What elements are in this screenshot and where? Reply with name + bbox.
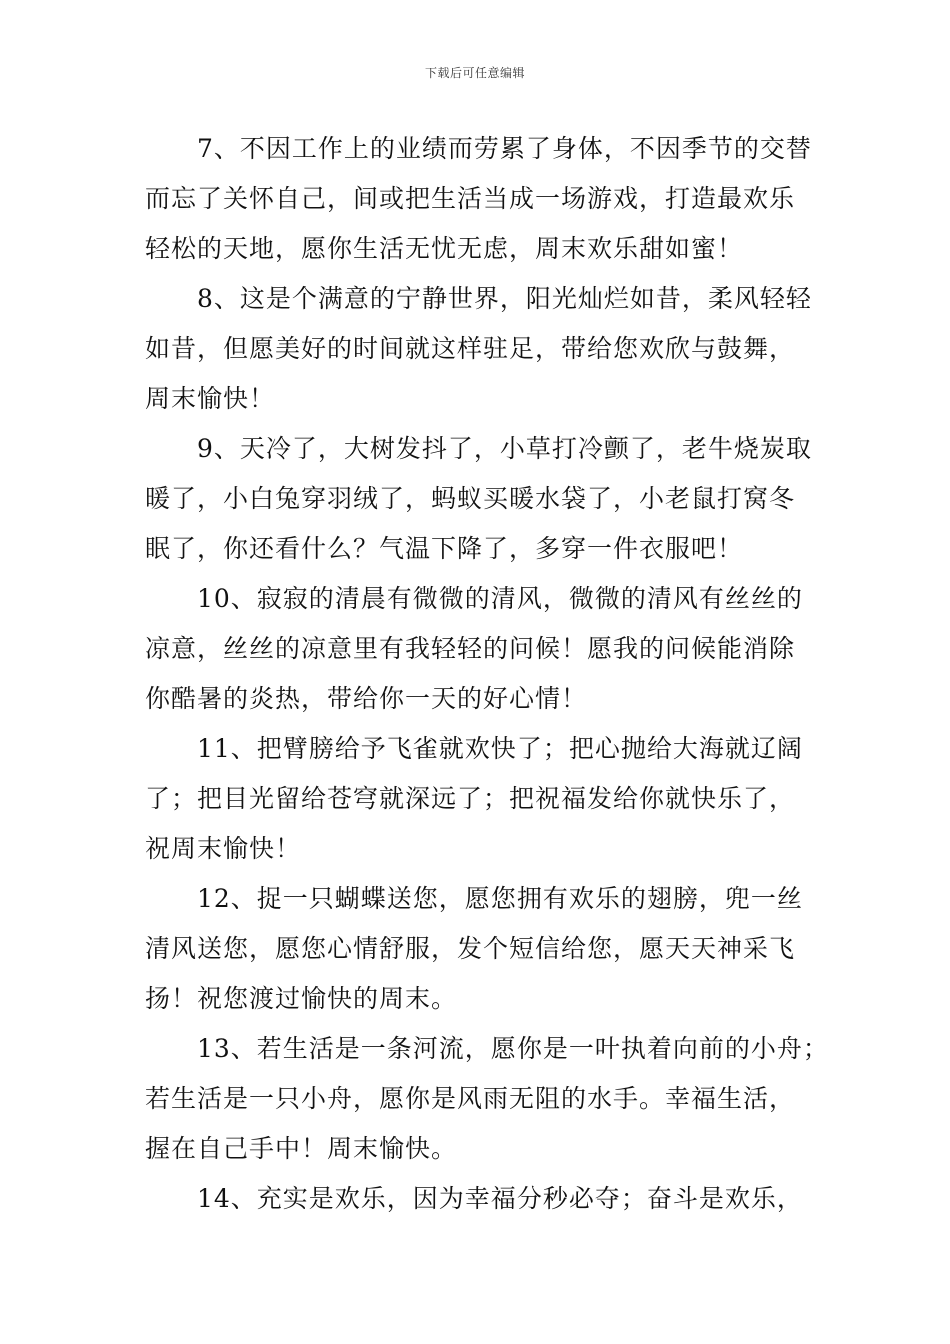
paragraph-line: 握在自己手中！周末愉快。 [145,1134,458,1163]
paragraph-line: 你酷暑的炎热，带给你一天的好心情！ [145,684,588,713]
paragraph-line: 9、天冷了，大树发抖了，小草打冷颤了，老牛烧炭取 [197,434,812,463]
paragraph-line: 眠了，你还看什么？气温下降了，多穿一件衣服吧！ [145,534,744,563]
paragraph-line: 凉意，丝丝的凉意里有我轻轻的问候！愿我的问候能消除 [145,634,796,663]
paragraph-line: 14、充实是欢乐，因为幸福分秒必夺；奋斗是欢乐， [197,1184,803,1213]
paragraph-12 [145,874,813,1024]
paragraph-line: 12、捉一只蝴蝶送您，愿您拥有欢乐的翅膀，兜一丝 [197,884,803,913]
paragraph-line: 若生活是一只小舟，愿你是风雨无阻的水手。幸福生活， [145,1084,796,1113]
paragraph-line: 暖了，小白兔穿羽绒了，蚂蚁买暖水袋了，小老鼠打窝冬 [145,484,796,513]
document-body [145,124,829,1224]
paragraph-9 [145,424,813,574]
paragraph-line: 8、这是个满意的宁静世界，阳光灿烂如昔，柔风轻轻 [197,284,812,313]
paragraph-line: 周末愉快！ [145,384,276,413]
paragraph-11 [145,724,813,874]
paragraph-line: 11、把臂膀给予飞雀就欢快了；把心抛给大海就辽阔 [197,734,803,763]
paragraph-line: 祝周末愉快！ [145,834,302,863]
paragraph-line: 而忘了关怀自己，间或把生活当成一场游戏，打造最欢乐 [145,184,796,213]
page-header-note: 下载后可任意编辑 [424,66,525,80]
paragraph-line: 了；把目光留给苍穹就深远了；把祝福发给你就快乐了， [145,784,796,813]
paragraph-8 [145,274,813,424]
paragraph-line: 7、不因工作上的业绩而劳累了身体，不因季节的交替 [197,134,812,163]
paragraph-line: 10、寂寂的清晨有微微的清风，微微的清风有丝丝的 [197,584,803,613]
paragraph-7 [145,124,813,274]
paragraph-13 [145,1024,829,1174]
paragraph-line: 轻松的天地，愿你生活无忧无虑，周末欢乐甜如蜜！ [145,234,744,263]
paragraph-line: 扬！祝您渡过愉快的周末。 [145,984,458,1013]
paragraph-14 [145,1174,813,1224]
paragraph-line: 如昔，但愿美好的时间就这样驻足，带给您欢欣与鼓舞， [145,334,796,363]
paragraph-10 [145,574,813,724]
paragraph-line: 清风送您，愿您心情舒服，发个短信给您，愿天天神采飞 [145,934,796,963]
paragraph-line: 13、若生活是一条河流，愿你是一叶执着向前的小舟； [197,1034,829,1063]
